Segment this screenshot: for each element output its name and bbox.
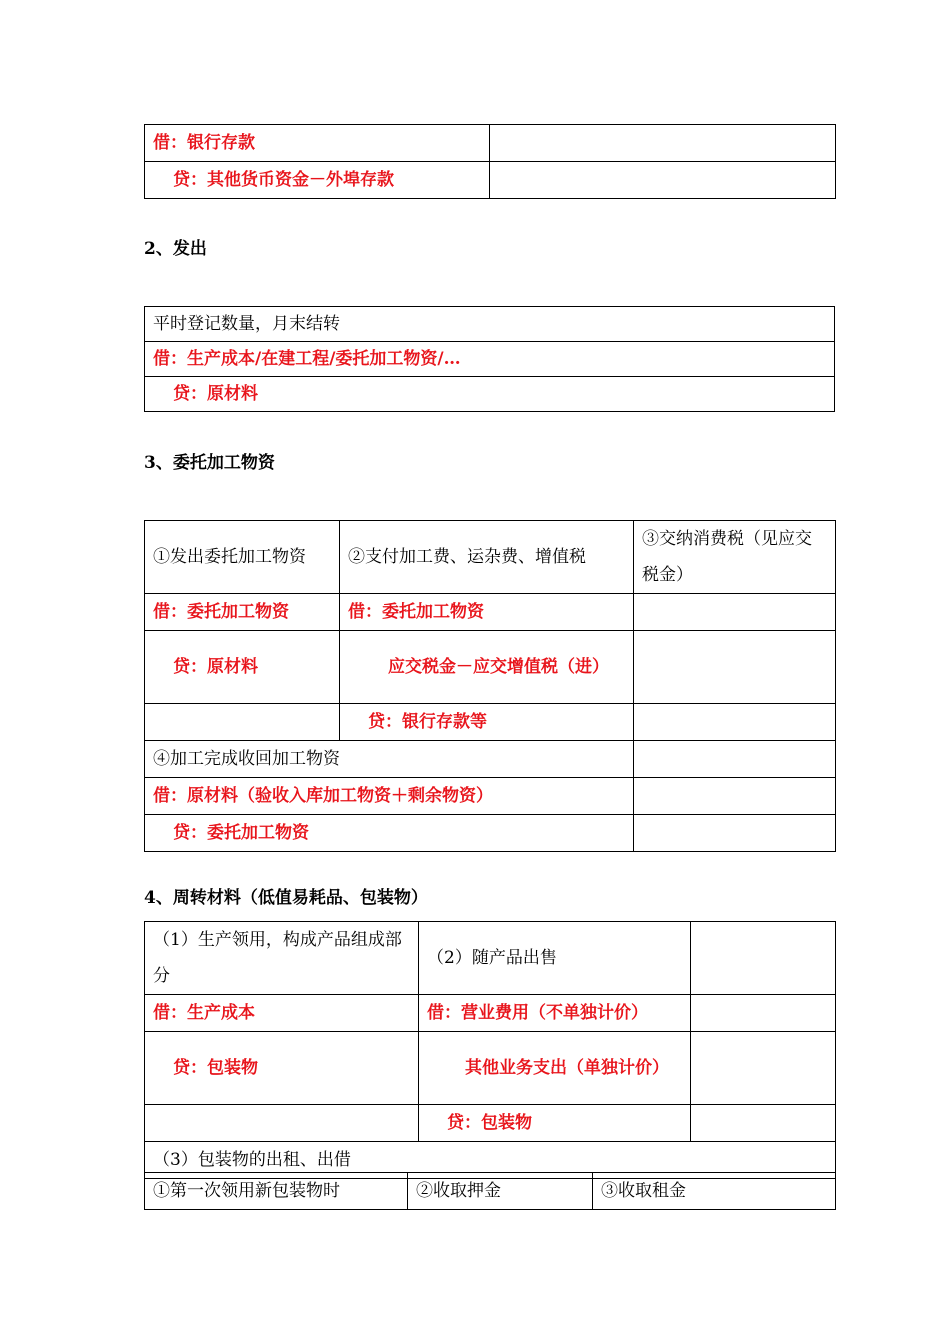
turnover-materials-table [144,921,836,1179]
credit-other-monetary-funds: 贷：其他货币资金－外埠存款 [145,162,490,199]
step-4-header: ④加工完成收回加工物资 [145,741,634,778]
use-2-header: （2）随产品出售 [419,922,691,995]
step-1-header: ①发出委托加工物资 [145,521,340,594]
step-1-debit: 借：委托加工物资 [145,594,340,631]
processing-table [144,520,836,852]
empty-cell [691,922,836,995]
step-2-debit: 借：委托加工物资 [340,594,634,631]
use-2-other-expense: 其他业务支出（单独计价） [419,1032,691,1105]
empty-cell [145,704,340,741]
section-4-heading: 4、周转材料（低值易耗品、包装物） [144,888,428,908]
use-2-debit: 借：营业费用（不单独计价） [419,995,691,1032]
step-2-vat: 应交税金－应交增值税（进） [340,631,634,704]
lease-step-1: ①第一次领用新包装物时 [145,1173,408,1210]
empty-cell [691,1105,836,1142]
empty-cell [634,594,836,631]
empty-cell [634,815,836,852]
empty-cell [490,162,836,199]
use-2-credit: 贷：包装物 [419,1105,691,1142]
use-1-header: （1）生产领用，构成产品组成部分 [145,922,419,995]
step-3-header: ③交纳消费税（见应交税金） [634,521,836,594]
empty-cell [634,631,836,704]
step-4-debit: 借：原材料（验收入库加工物资＋剩余物资） [145,778,634,815]
step-2-header: ②支付加工费、运杂费、增值税 [340,521,634,594]
lease-step-2: ②收取押金 [408,1173,593,1210]
empty-cell [634,704,836,741]
debit-bank-deposit: 借：银行存款 [145,125,490,162]
step-1-credit: 贷：原材料 [145,631,340,704]
section-3-heading: 3、委托加工物资 [144,453,275,473]
issue-debit: 借：生产成本/在建工程/委托加工物资/… [145,342,835,377]
empty-cell [490,125,836,162]
issue-credit: 贷：原材料 [145,377,835,412]
use-1-debit: 借：生产成本 [145,995,419,1032]
empty-cell [634,778,836,815]
use-1-credit: 贷：包装物 [145,1032,419,1105]
empty-cell [691,1032,836,1105]
lease-lend-table [144,1172,836,1210]
issue-note: 平时登记数量，月末结转 [145,307,835,342]
empty-cell [145,1105,419,1142]
top-entry-table [144,124,836,199]
step-4-credit: 贷：委托加工物资 [145,815,634,852]
lease-step-3: ③收取租金 [593,1173,836,1210]
section-2-heading: 2、发出 [144,239,207,259]
issue-table [144,306,835,412]
empty-cell [691,995,836,1032]
empty-cell [634,741,836,778]
step-2-credit: 贷：银行存款等 [340,704,634,741]
use-3-header: （3）包装物的出租、出借 [145,1142,836,1179]
